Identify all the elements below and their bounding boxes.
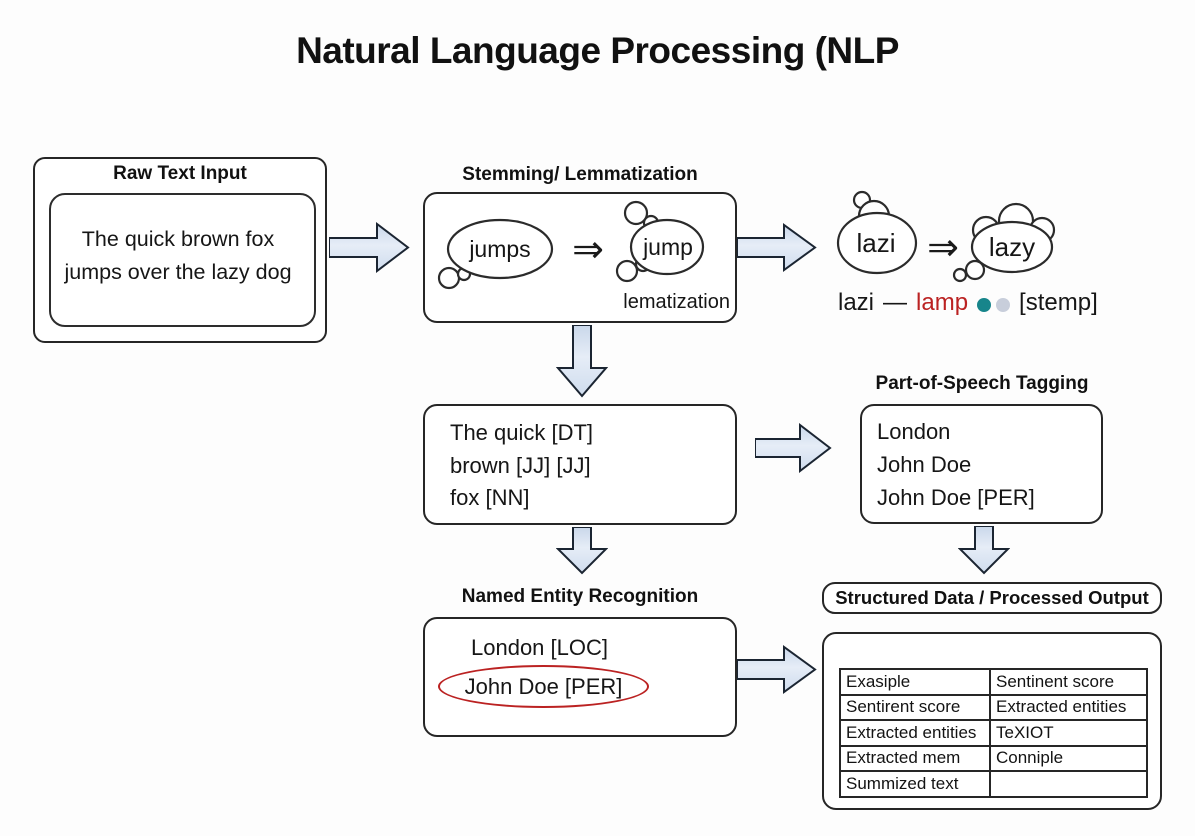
pos-line1: London xyxy=(877,419,951,444)
table-cell: Sentirent score xyxy=(840,695,990,721)
double-arrow-icon: ⇒ xyxy=(927,225,959,269)
table-cell: Extracted entities xyxy=(840,720,990,746)
arrow-mid-to-ner xyxy=(556,527,608,575)
gray-dot-icon xyxy=(996,298,1010,312)
table-row xyxy=(840,669,1147,695)
double-arrow-icon: ⇒ xyxy=(572,227,604,271)
raw-text-inner-box xyxy=(49,193,316,327)
raw-text-input-label: Raw Text Input xyxy=(113,163,247,184)
pos-tagging-label: Part-of-Speech Tagging xyxy=(875,373,1089,394)
arrow-raw-to-stemming xyxy=(329,222,410,273)
structured-output-label: Structured Data / Processed Output xyxy=(835,587,1149,608)
jump-text: jump xyxy=(643,234,693,260)
table-cell: Exasiple xyxy=(840,669,990,695)
output-table xyxy=(839,668,1148,798)
teal-dot-icon xyxy=(977,298,991,312)
arrow-stemming-down xyxy=(556,325,608,398)
table-cell: Extracted entities xyxy=(990,695,1147,721)
lemmatization-caption: lematization xyxy=(623,291,730,313)
arrow-pos-to-structured xyxy=(958,526,1010,575)
table-cell: Conniple xyxy=(990,746,1147,772)
caption-bracket-stemp: [stemp] xyxy=(1019,289,1098,316)
tagged-words-box xyxy=(423,404,737,525)
ner-label: Named Entity Recognition xyxy=(461,586,699,607)
tagged-line2: brown [JJ] [JJ] xyxy=(450,452,591,478)
structured-output-banner xyxy=(822,582,1162,614)
arrow-stemming-to-lazi xyxy=(737,223,817,272)
thought-dot-icon xyxy=(439,268,459,288)
caption-dash: — xyxy=(883,289,908,316)
ner-line2: John Doe [PER] xyxy=(464,673,623,699)
table-cell: TeXIOT xyxy=(990,720,1147,746)
stemming-box xyxy=(423,192,737,323)
table-cell xyxy=(990,771,1147,797)
thought-dot-icon xyxy=(617,261,637,281)
lazi-lazy-bubbles xyxy=(820,190,1130,290)
pos-line2: John Doe xyxy=(877,452,972,477)
table-row xyxy=(840,771,1147,797)
ner-line1: London [LOC] xyxy=(471,635,608,660)
raw-text-line2: jumps over the lazy dog xyxy=(64,260,292,284)
table-row xyxy=(840,746,1147,772)
jumps-text: jumps xyxy=(469,236,531,262)
tagged-line1: The quick [DT] xyxy=(450,420,594,445)
table-cell: Sentinent score xyxy=(990,669,1147,695)
pos-line3: John Doe [PER] xyxy=(877,485,1035,510)
caption-word-lamp: lamp xyxy=(916,289,969,316)
pos-tagging-box xyxy=(860,404,1103,524)
table-cell: Summized text xyxy=(840,771,990,797)
tagged-line3: fox [NN] xyxy=(450,485,530,510)
stemming-bubbles xyxy=(425,194,734,320)
table-row xyxy=(840,695,1147,721)
arrow-mid-to-pos xyxy=(755,423,832,473)
table-cell: Extracted mem xyxy=(840,746,990,772)
output-table-box xyxy=(822,632,1162,810)
lazy-text: lazy xyxy=(988,232,1036,262)
thought-dot-icon xyxy=(954,269,966,281)
table-row xyxy=(840,720,1147,746)
raw-text-content xyxy=(45,223,311,289)
arrow-ner-to-table xyxy=(737,645,817,694)
red-highlight-ellipse xyxy=(438,665,649,708)
ner-box xyxy=(423,617,737,737)
raw-text-line1: The quick brown fox xyxy=(81,227,275,251)
diagram-title: Natural Language Processing (NLP xyxy=(296,30,899,71)
stemming-label: Stemming/ Lemmatization xyxy=(462,164,698,185)
lazi-text: lazi xyxy=(856,228,896,258)
tagged-words-text xyxy=(450,417,593,515)
caption-word-lazi: lazi xyxy=(838,289,875,316)
pos-tagging-text xyxy=(877,415,1035,514)
lazi-caption xyxy=(838,289,1098,317)
